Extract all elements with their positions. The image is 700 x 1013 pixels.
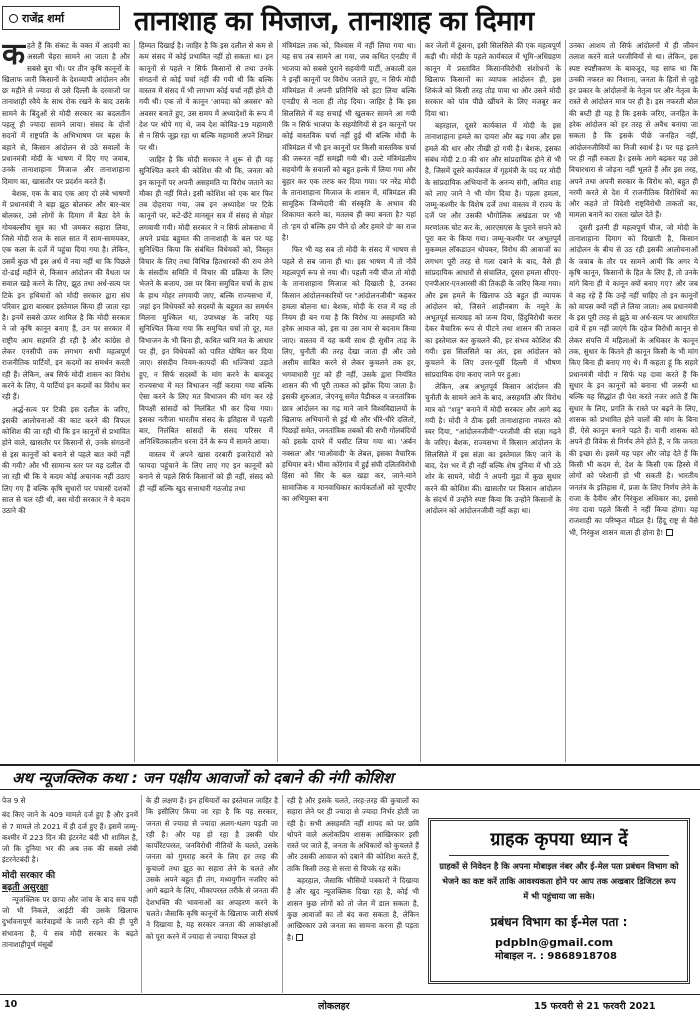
- column-divider: [277, 40, 278, 762]
- article1-col3-para: मंत्रिमंडल तक को, विश्वास में नहीं लिया गया था। यह सच तब सामने आ गया, जब कथित एनडीए में भाजपा को सबसे पुराने सहयोगी पार्टी, अकाली दल ने इन्हीं कानूनों पर विरोध जताते हुए, न सिर्फ मोदी मंत्रिमंडल में अपनी प्रतिनिधि को हटा लिया बल्कि एनडीए से नाता ही तोड़ दिया। जाहिर है कि इस सिलसिले में यह सचाई भी खुलकर सामने आ गयी कि न सिर्फ भाजपा के सहयोगियों से इन कानूनों पर कोई वास्तविक चर्चा नहीं हुई थी बल्कि मोदी के मंत्रिमंडल में भी इन कानूनों पर किसी वास्तविक चर्चा की जरूरत नहीं समझी गयी थी। उल्टे मंत्रिमंडलीय सहयोगी के सवालों को बहुत हल्के में लिया गया और बुहार कर एक तरफ कर दिया गया। पर नरेंद्र मोदी के तानाशाहाना मिजाज के शासन में, मंत्रिमंडल की सामूहिक जिम्मेदारी की संस्कृति के अभाव की शिकायत करने का, मतलब ही क्या बनता है? यहां तो 'हम दो बल्कि हम पीने दो और हमारे दो' का राज है!: [282, 41, 416, 243]
- page-ref: पेज 9 से: [2, 796, 26, 805]
- article1-col2: [139, 40, 273, 762]
- subhead-line1: मोदी सरकार की: [2, 870, 56, 881]
- article1-col3-para: फिर भी यह सब तो मोदी के संसद में भाषण से पहले से सब जाना ही था। इस भाषण में तो नौवें महत्वपूर्ण रूप से नया थी। पहली नयी चीज तो मोदी के तानाशाहाना मिजाज को दिखाती है, उनका किसान आंदोलनकारियों पर "आंदोलनजीवी" कहकर हमला बोलना था। बेशक, मोदी के राज में यह तो नियम ही बन गया है कि विरोध या असहमति को हरेक आवाज को, इस या उस नाम से बदनाम किया जाए। वास्तव में यह कमी साथ ही सुधीन ताड़ के लिए, चुनौती की तरह देखा जाता ही और उसे असीम साबित करने से लेकर कुचलने तक हर, भगवाधारी गुट को ही नहीं, उसके द्वारा नियंत्रित शासन की भी पूरी ताकत को झोंक दिया जाता है। इसकी शुरुआत, जेएनयू समेत पैडीकल व जनतांत्रिक छात्र आंदोलन का गढ़ माने जाने विश्वविद्यालयों के खिलाफ अभियानों से हुई थी और धीरे-धीरे दलितों, पिछड़ों समेत, जनतांत्रिक तबकों की सभी गोलबंदियों को इसके दायरे में घसीट लिया गया था। 'अर्बन नक्सल' और 'माओवादी' के लेबल, इसका वैचारिक हथियार बने। भीमा कोरेगांव में हुई संघी दलितविरोधी हिंसा को सिर के बल खड़ा कर, जाने-माने सामाजिक व मानवाधिकार कार्यकर्ताओं को यूएपीए का अभियुक्त बना: [282, 245, 416, 503]
- column-divider: [134, 40, 135, 762]
- end-mark-icon: [666, 529, 673, 536]
- article1-col5: [569, 40, 698, 762]
- article1-col1-para: बेशक, एक के बाद एक आए दो लंबे भाषणों में प्रधानमंत्री ने बड़ा झूठ बोलकर और बार-बार बोलकर, उसे लोगों के दिमाग में बैठा देने के गोयबल्सीय सूत्र का भी जमकर सहारा लिया, जिसे मोदी राज के साल सात में साम-सामयकर, एक कला के दर्जे में पहुंचा दिया गया है। लेकिन, उसमें कुछ भी इस अर्थ में नया नहीं था कि पिछले दो-ढाई महीने से, किसान आंदोलन की वैधता पर सवाल खड़े करने के लिए, झूठ तथा अर्ध-सत्य पर टिके इन हथियारों को मोदी सरकार द्वारा संघ परिवार द्वारा बारबार इस्तेमाल किया ही जाता रहा है। इनमें सबसे ऊपर शामिल है कि मोदी सरकार ने जो कृषि कानून बनाए हैं, उन पर सरकार में राष्ट्रीय आम सहमति ही रही है और कांग्रेस से लेकर एनसीपी तक लगभग सभी महत्वपूर्ण राजनीतिक पार्टियों, इन कदमों का समर्थन करती रही हैं। लेकिन, अब सिर्फ मोदी शासन का विरोध करने के लिए, ये पार्टियां इन कदमों का विरोध कर रही हैं।: [2, 188, 130, 402]
- article2-col1: [2, 795, 138, 993]
- page-footer: [0, 994, 700, 1013]
- para-text: बहरहाल, जैसाकि भीसियों पत्रकारों ने दिखाया है और खुद न्यूजक्लिक दिखा रहा है, कोई भी शासन कुछ लोगों को तो जेल में डाल सकता है, कुछ आवाजों का तो बंद करा सकता है, लेकिन आखिरकार उसे जनता का सामना करना ही पड़ता है।: [287, 876, 419, 942]
- column-divider: [420, 40, 421, 762]
- notice-email-heading: प्रबंधन विभाग का ई-मेल पता :: [490, 915, 628, 929]
- article1-col5-para: [569, 222, 698, 538]
- notice-divider: [449, 855, 669, 856]
- notice-title: ग्राहक कृपया ध्यान दें: [490, 829, 628, 850]
- article1-col5-para: उनका आशय तो सिर्फ आंदोलनों में ही जीवन तलाश करने वाले परजीवियों से था। लेकिन, इस स्पष्ट स्पष्टीकरण के बावजूद, यह साफ था कि उनकी नफरत का निशाना, जनता के हितों से जुड़े हर प्रकार के आंदोलनों के नेतृत्व पर और नेतृत्व के रास्ते से आंदोलन मात्र पर ही है। इस नफरती बोल की बघ्टी ही यह है कि इसके जरिए, जनहित के हरेक आंदोलन को हर तरह से अवैध बनाया जा सकता है कि इसके पीछे जनहित नहीं, आंदोलनजीवियों का निजी स्वार्थ है। पर यह इतने पर ही नहीं रुकता है। इसके आगे बढ़कर यह उसे विचारधारा से जोड़ना नहीं भूलते हैं और इस तरह, अपने तथा अपनी सरकार के विरोध को, बहुत ही नरमी करते से देश में राजनीतिक विरोधियों का और कहते तो विदेशी राष्ट्रविरोधी ताकतों का, मामला बनाने का रास्ता खोल देते हैं।: [569, 41, 698, 220]
- byline: राजेंद्र शर्मा: [22, 11, 65, 25]
- column-divider: [141, 795, 142, 993]
- para-text: हते हैं कि संकट के वक्त में आदमी का असली चेहरा सामने आ जाता है और सबसे बुरा भी। पर तीन कृषि कानूनों के खिलाफ जारी किसानों के देशव्यापी आंदोलन और छः महीने से ज्यादा से उसे दिल्ली के दरवाजों पर तानाशाही रवैये के साथ रोक रखने के बाद उसके सामने के बिंदुओं से मोदी सरकार का बदलतीन पहलू ही ज्यादा सामने लाया। संसद के दोनों सदनों में राष्ट्रपति के अभिभाषण पर बहस के बहाने से, किसान आंदोलन से उठे सवालों के प्रधानमंत्री मोदी के भाषण में दिए गए जवाब, उनके तानाशाहाना मिजाज और तानाशाहाना दिमाग का, खासतौर पर प्रदर्शन करते हैं।: [2, 41, 130, 186]
- article1-col1-para: अर्द्ध-सत्य पर टिकी इस दलील के जरिए, इसकी आलोचनाओं की काट करने की विफल कोशिश की जा रही थी कि इन कानूनों से प्रभावित होने वाले, खासतौर पर किसानों से, उनके संगठनों से इस कानूनों को बनाने से पहले बात क्यों नहीं की गयी? और भी सामान्य स्तर पर यह दलील दी जा रही थी कि ये कदम कोई अचानक नहीं उठाए लिए गए हैं बल्कि कृषि सुधारों पर पचासों दशकों साल से चल रही थी, बस मोदी सरकार ने ये कदम उठाने की: [2, 404, 130, 516]
- article1-col3: [282, 40, 416, 762]
- page-headline: तानाशाह का मिजाज, तानाशाह का दिमाग: [134, 6, 534, 37]
- notice-email[interactable]: pdpbln@gmail.com: [495, 936, 614, 949]
- article1-col2-para: जाहिर है कि मोदी सरकार ने शुरू से ही यह सुनिश्चित करने की कोशिश की थी कि, जनता को इन कानूनों पर अपनी असहमति या विरोध जताने का मौका ही नहीं मिले। इसी कोशिश को एक बार फिर तब दोहराया गया, जब इन अध्यादेश पर टिके कानूनों पर, कटे-छँटे मानसून सत्र में संसद से मोहर लगवायी गयी। मोदी सरकार ने न सिर्फ लोकसभा में अपने प्रचंड बहुमत की तानाशाही के बल पर यह सुनिश्चित किया कि संबंधित विधेयकों को, विस्तृत विचार के लिए तथा विभिन्न हितधारकों की राय लेने के संसदीय समिति में विचार की प्रक्रिया के लिए भेजने के बजाय, उस पर बिना समुचित चर्चा के हाथ के हाथ मोहर लगवायी जाए, बल्कि राज्यसभा में, जहां इन विधेयकों को सदस्यों के बहुमत का समर्थन मिलना मुश्किल था, उपाध्यक्ष के जरिए यह सुनिश्चित किया गया कि समुचित चर्चा तो दूर, मत विभाजन के भी बिना ही, कथित ध्वनि मत के आधार पर ही, इन विधेयकों को पारित घोषित कर दिया जाए। संसदीय नियम-कायदों की धज्जियां उड़ाते हुए, न सिर्फ सदस्यों के मांग करने के बावजूद राज्यसभा में मत विभाजन नहीं कराया गया बल्कि ऐसा करने के लिए मत विभाजन की मांग कर रहे विपक्षी सांसदों को निलंबित भी कर दिया गया। इसका नतीजा भारतीय संसद के इतिहास में पहली बार, निलंबित सांसदों के संसद परिसर में अनिश्चितकालीन धरना देने के रूप में सामने आया।: [139, 154, 273, 447]
- article1-col4-para: लेकिन, अब अभूतपूर्व किसान आंदोलन की चुनौती के सामने आने के बाद, असहमति और विरोध मात्र को "शत्रु" बनाने में मोदी सरकार और आगे बढ़ गयी है। मोदी ने ठीक इसी तानाशाहाना नफरत को स्वर दिया, "आंदोलनजीवी"-परजीवी की संज्ञा गढ़ने के जरिए। बेशक, राज्यसभा में किसान आंदोलन के सिलसिले में इस संज्ञा का इस्तेमाल किए जाने के बाद, देश भर में ही नहीं बल्कि शेष दुनिया में भी उठे शोर के सामने, मोदी ने अपनी मुद्रा में कुछ सुधार करने की कोशिश की। खासतौर पर किसान आंदोलन के संदर्भ में उन्होंने स्पष्ट किया कि उन्होंने किसानों के आंदोलन को आंदोलनजीवी नहीं कहा था।: [425, 381, 561, 516]
- article2-col2: [146, 795, 278, 993]
- page-number: 10: [4, 999, 18, 1010]
- article1-col4: [425, 40, 561, 762]
- byline-circle-icon: [9, 14, 18, 23]
- article1-col4-para: बहरहाल, दूसरे कार्यकाल में मोदी के इस तानाशाहाना हमले का दायरा और बढ़ गया और इस हमले की धार और तीखी हो गयी है। बेशक, इसका संबंध मोदी 2.0 की धार और सांप्रदायिक होने से भी है, जिसमें दूसरे कार्यकाल में गृहमंत्री के पद पर मोदी के सांप्रदायिक अभियानों के अनन्य संगी, अमित शाह को लाए जाने ने भी योग दिया है। पहला हमला, जम्मू-कश्मीर के विशेष दर्जे तथा वास्तव में राज्य के दर्जे पर और उसकी भौगोलिक अखंडता पर भी मरणांतक चोट कर के, आरएसएस के पुराने सपने को पूरा कर के किया गया। जम्मू-कश्मीर पर अभूतपूर्व मुकम्मल लॉकडाउन थोपकर, विरोध की आवाजों का लगभग पूरी तरह से गला दबाने के बाद, वैसे ही सांप्रदायिक आधारों से संचालित, दूसरा हमला सीएए-एनपीआर-एनआरसी की तिकड़ी के जरिए किया गया। और इस हमले के खिलाफ उठे बहुत ही व्यापक आंदोलन को, जिसने शाहीनबाग के नमूने के अभूतपूर्व सत्याग्रह को जन्म दिया, हिंदुविरोधी करार देकर वैचारिक रूप से पीटने तथा शासन की ताकत का इस्तेमाल कर कुचलने की, हर संभव कोशिश की गयी। इस सिलसिले का अंत, इस आंदोलन को कुचलने के लिए उत्तर-पूर्वी दिल्ली में भीषण सांप्रदायिक दंगा कराए जाने पर हुआ।: [425, 121, 561, 379]
- dropcap: क: [2, 40, 26, 72]
- mobile-number: 9868918708: [547, 951, 617, 962]
- byline-box: [2, 6, 120, 30]
- column-divider: [282, 795, 283, 993]
- notice-mobile: [439, 950, 679, 964]
- article1-col1-para: [2, 40, 130, 187]
- article1-col2-para: हिम्मत दिखाई है। जाहिर है कि इस दलील से कम से कम संसद में कोई प्रभावित नहीं हो सकता था। इन कानूनों से पहले न सिर्फ किसानों से तथा उनके संगठनों से कोई चर्चा नहीं की गयी थी कि बल्कि वास्तव में संसद में भी लगभग कोई चर्चा नहीं होने दी गयी थी। एक तो ये कानून 'आपदा को अवसर' को अवसर बनाते हुए, उस समय में अध्यादेशों के रूप में देश पर थोपे गए थे, जब देश कोविड-19 महामारी से न सिर्फ जूझ रहा था बल्कि महामारी अपने शिखर पर थी।: [139, 41, 273, 152]
- article1-col4-para: कर जेलों में ठूंसना, इसी सिलसिले की एक महत्वपूर्ण कड़ी थी। मोदी के पहले कार्यकाल में भूमि-अधिग्रहण कानून में प्रस्तावित किसानविरोधी संशोधनों के खिलाफ किसानों का व्यापक आंदोलन ही, इस शिकंजे को किसी तरह तोड़ पाया था और उसने मोदी सरकार को पांव पीछे खींचने के लिए मजबूर कर दिया था।: [425, 41, 561, 118]
- article2-col3-para: [287, 875, 419, 943]
- subhead-line2: बढ़ती असुरक्षा: [2, 882, 49, 893]
- article2-heading: अथ न्यूजक्लिक कथा : जन पक्षीय आवाजों को दबाने की नंगी कोशिश: [0, 764, 700, 790]
- article1-col2-para: वास्तव में अपने खास दरबारी इजारेदारों को फायदा पहुंचाने के लिए लाए गए इन कानूनों को बनाने से पहले सिर्फ किसानों को ही नहीं, संसद को ही नहीं बल्कि खुद सत्ताधारी गठजोड़ तथा: [139, 449, 273, 493]
- article1-col1: [2, 40, 130, 762]
- column-divider: [565, 40, 566, 762]
- article2-col2-para: के ही लक्षण हैं। इन हथियारों का इस्तेमाल जाहिर है कि इसीलिए किया जा रहा है कि यह सरकार, जनता से ज्यादा से ज्यादा अलग-थलग पड़ती जा रही है। और यह हो रहा है उसकी घोर कार्पोरेटपरस्त, जनविरोधी नीतियों के चलते, उसके जनता को गुमराह करने के लिए हर तरह की कुचालों तथा झूठ का सहारा लेने के चलते और उसके अपने बहुत ही तंग, मध्ययुगीन नजरिए को आगे बढ़ाने के लिए, मौकापरस्त तरीके से जनता की देशभक्ति की भावनाओं का अपहरण करने के चलते। जैसाकि कृषि कानूनों के खिलाफ जारी संघर्ष ने दिखाया है, यह सरकार जनता की आकांक्षाओं को पूरा करने में ज्यादा से ज्यादा विफल हो: [146, 796, 278, 941]
- para-text: दूसरी इतनी ही महत्वपूर्ण चीज, जो मोदी के तानाशाहाना दिमाग को दिखाती है, किसान आंदोलन के बीच से उठ रही इसकी आलोचनाओं के जवाब के तौर पर सामने आयी कि अगर ये कृषि कानून, किसानों के हित के लिए हैं, तो उनके मांगे बिना ही ये कानून क्यों बनाए गए? और जब वे कह रहे हैं कि उन्हें नहीं चाहिए तो इन कानूनों को वापस क्यों नहीं ले लिया जाता। अब प्रधानमंत्री के इस पूरी तरह से झूठे या अर्ध-सत्य पर आधारित दावे में हम नहीं जाएंगे कि दहेज विरोधी कानून से लेकर संपत्ति में महिलाओं के अधिकार के कानून तक, सुधार के कितने ही कानून किसी के भी मांग किए बिना ही बनाए गए थे। मैं कहता हूं कि सहारे प्रधानमंत्री मोदी न सिर्फ यह दावा करते हैं कि सुधार के इन कानूनों को बनाना भी जरूरी था बल्कि यह सिद्धांत ही पेश करते नजर आते हैं कि सुधार के लिए, प्रगति के रास्ते पर बढ़ने के लिए, शासक को प्रभावित होने वालों की मांग के बिना ही, ऐसे कानून बनाने पड़ते हैं। यानी शासक को अपने ही विवेक से निर्णय लेने होते हैं, न कि जनता की इच्छा से। इसमें यह पहर और जोड़ देते हैं कि किसी भी कदम से, देश के किसी एक हिस्से में लोगों को परेशानी हो भी सकती है। भारतीय जनतंत्र के इतिहास में, प्रजा के लिए निर्णय लेने के राजा के दैवीय और निरंकुश अधिकार का, इससे नंगा दावा पहले किसी ने नहीं किया होगा। यह राजशाही का परिष्कृत मॉडल है। हिंदू राष्ट्र से वैसे भी, निरंकुश शासन वाला ही होना है!: [569, 222, 698, 537]
- subscriber-notice: [428, 818, 690, 984]
- article2-col3-para: रही है और इसके चलते, तरह-तरह की कुचालों का सहारा लेने पर ही ज्यादा से ज्यादा निर्भर होती जा रही है। सभी असहमति नहीं शायद को पर छवि थोपने वाले अलोकप्रिय शासक आखिरकार इसी रास्ते पर जाते हैं, जनता के अधिकारों को कुचलते हैं और उसकी आवाज को दबाने की कोशिश करते हैं, ताकि किसी तरह से सत्ता से चिपके रह सकें।: [287, 796, 419, 873]
- issue-date: 15 फरवरी से 21 फरवरी 2021: [534, 1001, 656, 1012]
- article2-col1-para: न्यूजक्लिक पर छापा और जांच के बाद सच यही जो भी निकले, आईटी की उसके खिलाफ दुर्भावनापूर्ण कार्रवाइयों के जारी रहने की ही पूरी संभावना है, ये सब मोदी सरकार के बढ़ते तानाशाहीपूर्ण मंसूबों: [2, 894, 138, 949]
- article2-col3: [287, 795, 419, 993]
- end-mark-icon: [296, 934, 303, 941]
- article2-col1-para: बंद किए जाने के 409 मामले दर्ज हुए हैं और इनमें से 7 मामले तो 2021 में ही दर्ज हुए हैं। इसमें जम्मू-कश्मीर में 223 दिन की इंटरनेट बंदी भी शामिल है, जो कि दुनिया भर की अब तक की सबसे लंबी इंटरनेटबंदी है।: [2, 810, 138, 865]
- mobile-label: मोबाइल न. :: [495, 951, 544, 962]
- notice-body: ग्राहकों से निवेदन है कि अपना मोबाइल नंबर और ई-मेल पता प्रबंधन विभाग को भेजने का कष्ट करें ताकि आवश्यकता होने पर आप तक अखबार डिजिटल रूप में भी पहुंचाया जा सके।: [439, 861, 679, 901]
- paper-name: लोकलहर: [318, 1001, 350, 1012]
